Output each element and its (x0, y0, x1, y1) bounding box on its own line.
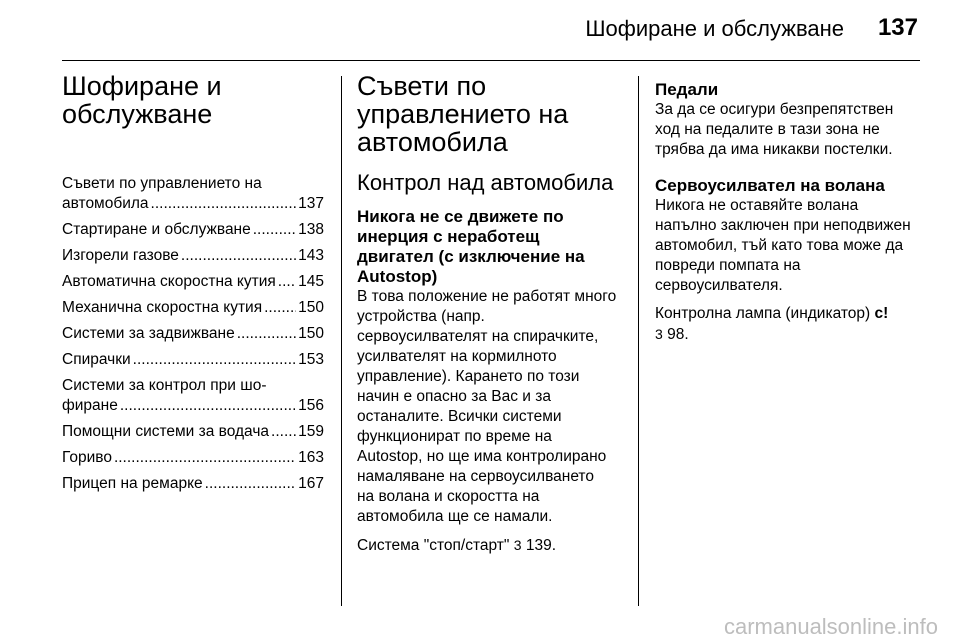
toc-leader (151, 194, 297, 214)
toc-leader (278, 272, 296, 292)
header-rule (62, 60, 920, 61)
toc-leader (264, 298, 296, 318)
toc-entry-fuel[interactable]: Гориво ..... 163 (62, 448, 324, 468)
toc-entry-trailer[interactable]: Прицеп на ремарке ..... 167 (62, 474, 324, 494)
toc-leader (271, 422, 296, 442)
toc-entry-ride-control[interactable]: Системи за контрол при шо- фиране ..... 156 (62, 376, 324, 416)
toc-leader (205, 474, 296, 494)
toc-entry-driving-tips[interactable]: Съвети по управлението на автомобила ..... 137 (62, 174, 324, 214)
toc-entry-driver-assist[interactable]: Помощни системи за водача ..... 159 (62, 422, 324, 442)
toc-entry-brakes[interactable]: Спирачки ..... 153 (62, 350, 324, 370)
toc-leader (237, 324, 296, 344)
toc-leader (181, 246, 296, 266)
page-header (0, 0, 960, 60)
table-of-contents (62, 174, 324, 494)
column-driving-tips (357, 72, 623, 564)
chapter-title: Шофиране и обслужване (62, 71, 222, 129)
subsection-title: Контрол над автомобила (357, 170, 614, 195)
reference-arrow-icon: 3 (513, 537, 522, 553)
steering-warning-icon: c! (874, 305, 889, 322)
toc-leader (114, 448, 296, 468)
pedals-title: Педали (655, 80, 719, 99)
toc-leader (133, 350, 296, 370)
toc-entry-starting[interactable]: Стартиране и обслужване ..... 138 (62, 220, 324, 240)
column-divider-2 (638, 76, 639, 606)
watermark: carmanualsonline.info (723, 614, 938, 639)
toc-entry-manual[interactable]: Механична скоростна кутия ..... 150 (62, 298, 324, 318)
header-title: Шофиране и обслужване (585, 16, 844, 41)
column-toc (62, 72, 324, 500)
body-paragraph: В това положение не работят много устройства (напр. сервоусилвателят на спирачките, усилвателят на кормилното управление). Карането по този начин е опасно за Вас и за останалите. Всички системи функционират по време на Autostop, но ще има контролирано намаляване на сервоусилването на волана и скоростта на автомобила ще се намали. (357, 288, 617, 525)
toc-leader (120, 396, 296, 416)
topic-title: Никога не се движете по инерция с неработещ двигател (с изключение на Autostop) (357, 207, 585, 286)
power-steering-title: Сервоусилвател на волана (655, 176, 885, 195)
cross-reference-stop-start[interactable]: Система "стоп/старт" 3 139. (357, 537, 556, 554)
pedals-paragraph: За да се осигури безпрепятствен ход на педалите в тази зона не трябва да има никакви постелки. (655, 101, 894, 158)
cross-reference-indicator[interactable]: Контролна лампа (индикатор) c! 3 98. (655, 305, 889, 343)
toc-entry-drive-systems[interactable]: Системи за задвижване ..... 150 (62, 324, 324, 344)
toc-entry-exhaust[interactable]: Изгорели газове ..... 143 (62, 246, 324, 266)
section-title: Съвети по управлението на автомобила (357, 71, 569, 157)
power-steering-paragraph: Никога не оставяйте волана напълно заключен при неподвижен автомобил, тъй като това може да повреди помпата на сервоусилвателя. (655, 197, 911, 294)
column-divider-1 (341, 76, 342, 606)
toc-entry-automatic[interactable]: Автоматична скоростна кутия ..... 145 (62, 272, 324, 292)
page-number: 137 (877, 14, 918, 41)
column-pedals-steering (655, 72, 923, 353)
reference-arrow-icon: 3 (655, 326, 663, 342)
toc-leader (253, 220, 296, 240)
